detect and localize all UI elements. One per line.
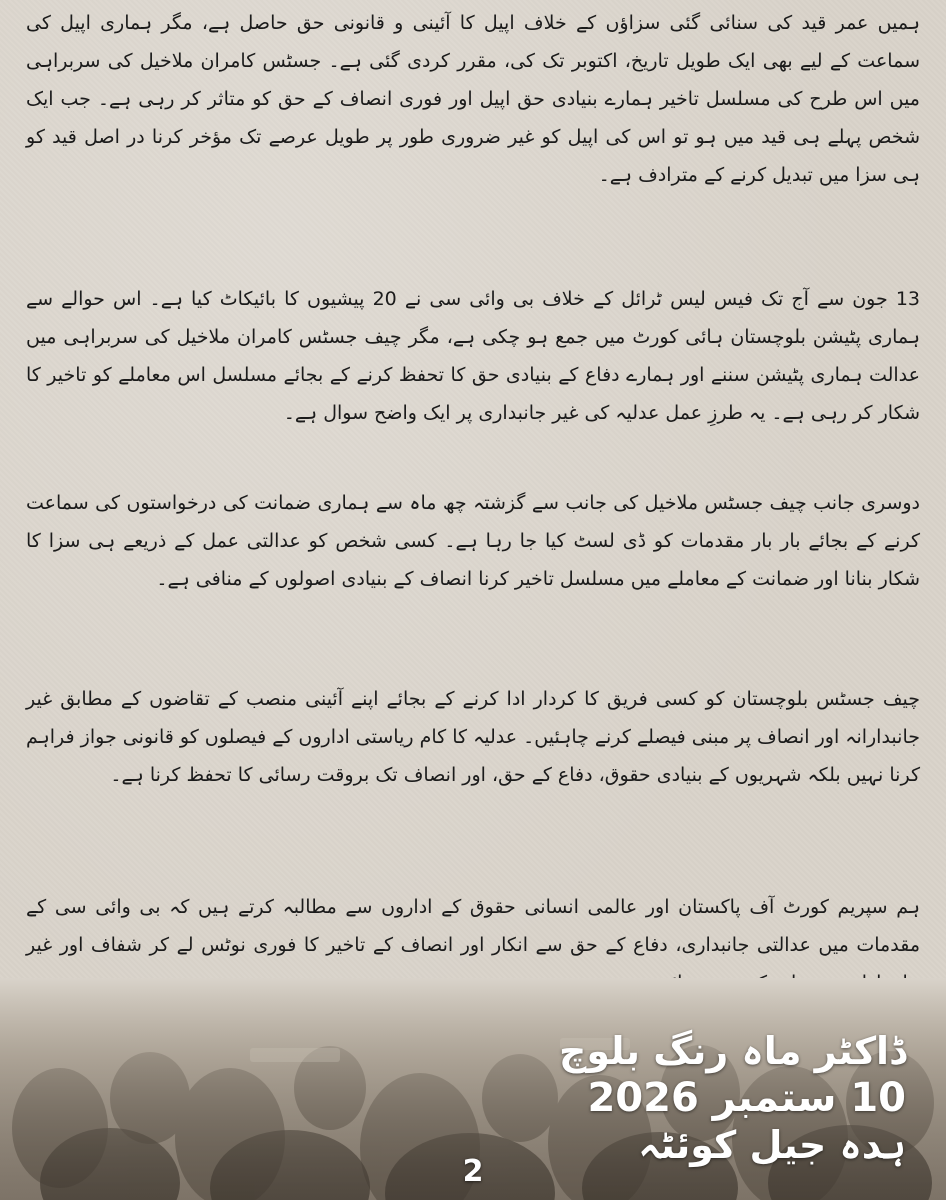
paragraph-bail-delisting: دوسری جانب چیف جسٹس ملاخیل کی جانب سے گزشتہ چھ ماہ سے ہماری ضمانت کی درخواستوں کی سماعت کرنے کے بجائے بار بار مقدمات کو ڈی لسٹ کیا جا رہا ہے۔ کسی شخص کو عدالتی عمل کے ذریعے ہی سزا کا شکار بنانا اور ضمانت کے معاملے میں مسلسل تاخیر کرنا انصاف کے بنیادی اصولوں کے منافی ہے۔ <box>26 492 920 590</box>
signature-place: ہدہ جیل کوئٹہ <box>638 1123 906 1167</box>
paragraph-appeal-delay: ہمیں عمر قید کی سنائی گئی سزاؤں کے خلاف اپیل کا آئینی و قانونی حق حاصل ہے، مگر ہماری اپیل کی سماعت کے لیے بھی ایک طویل تاریخ، اکتوبر تک کی، مقرر کردی گئی ہے۔ جسٹس کامران ملاخیل کی سربراہی میں اس طرح کی مسلسل تاخیر ہمارے بنیادی حق اپیل اور فوری انصاف کے حق کو متاثر کر رہی ہے۔ جب ایک شخص پہلے ہی قید میں ہو تو اس کی اپیل کو غیر ضروری طور پر طویل عرصے تک مؤخر کرنا در اصل قید کو ہی سزا میں تبدیل کرنے کے مترادف ہے۔ <box>26 12 920 186</box>
signature-date: 10 ستمبر 2026 <box>587 1075 906 1121</box>
signatory-name: ڈاکٹر ماہ رنگ بلوچ <box>559 1029 906 1073</box>
paragraph-demand-supreme-court: ہم سپریم کورٹ آف پاکستان اور عالمی انسانی حقوق کے اداروں سے مطالبہ کرتے ہیں کہ بی وائی سی کے مقدمات میں عدالتی جانبداری، دفاع کے حق سے انکار اور انصاف کے تاخیر کا فوری نوٹس لے کر شفاف اور غیر <box>26 896 920 956</box>
signature-block <box>546 1028 906 1168</box>
page-number: 2 <box>462 1154 484 1189</box>
paragraph-judicial-neutrality: چیف جسٹس بلوچستان کو کسی فریق کا کردار ادا کرنے کے بجائے اپنے آئینی منصب کے تقاضوں کے مطابق غیر جانبدارانہ اور انصاف پر مبنی فیصلے کرنے چاہئیں۔ عدلیہ کا کام ریاستی اداروں کے فیصلوں کو قانونی جواز فراہم کرنا نہیں بلکہ شہریوں کے بنیادی حقوق، دفاع کے حق، اور انصاف تک بروقت رسائی کا تحفظ کرنا ہے۔ <box>26 688 920 786</box>
paragraph-faceless-trial-boycott: 13 جون سے آج تک فیس لیس ٹرائل کے خلاف بی وائی سی نے 20 پیشیوں کا بائیکاٹ کیا ہے۔ اس حوالے سے ہماری پٹیشن بلوچستان ہائی کورٹ میں جمع ہو چکی ہے، مگر چیف جسٹس کامران ملاخیل کی سربراہی میں عدالت ہماری پٹیشن سننے اور ہمارے دفاع کے بنیادی حق کا تحفظ کرنے کے بجائے مسلسل اس معاملے کو تاخیر کا شکار کر رہی ہے۔ یہ طرزِ عمل عدلیہ کی غیر جانبداری پر ایک واضح سوال ہے۔ <box>26 288 920 424</box>
